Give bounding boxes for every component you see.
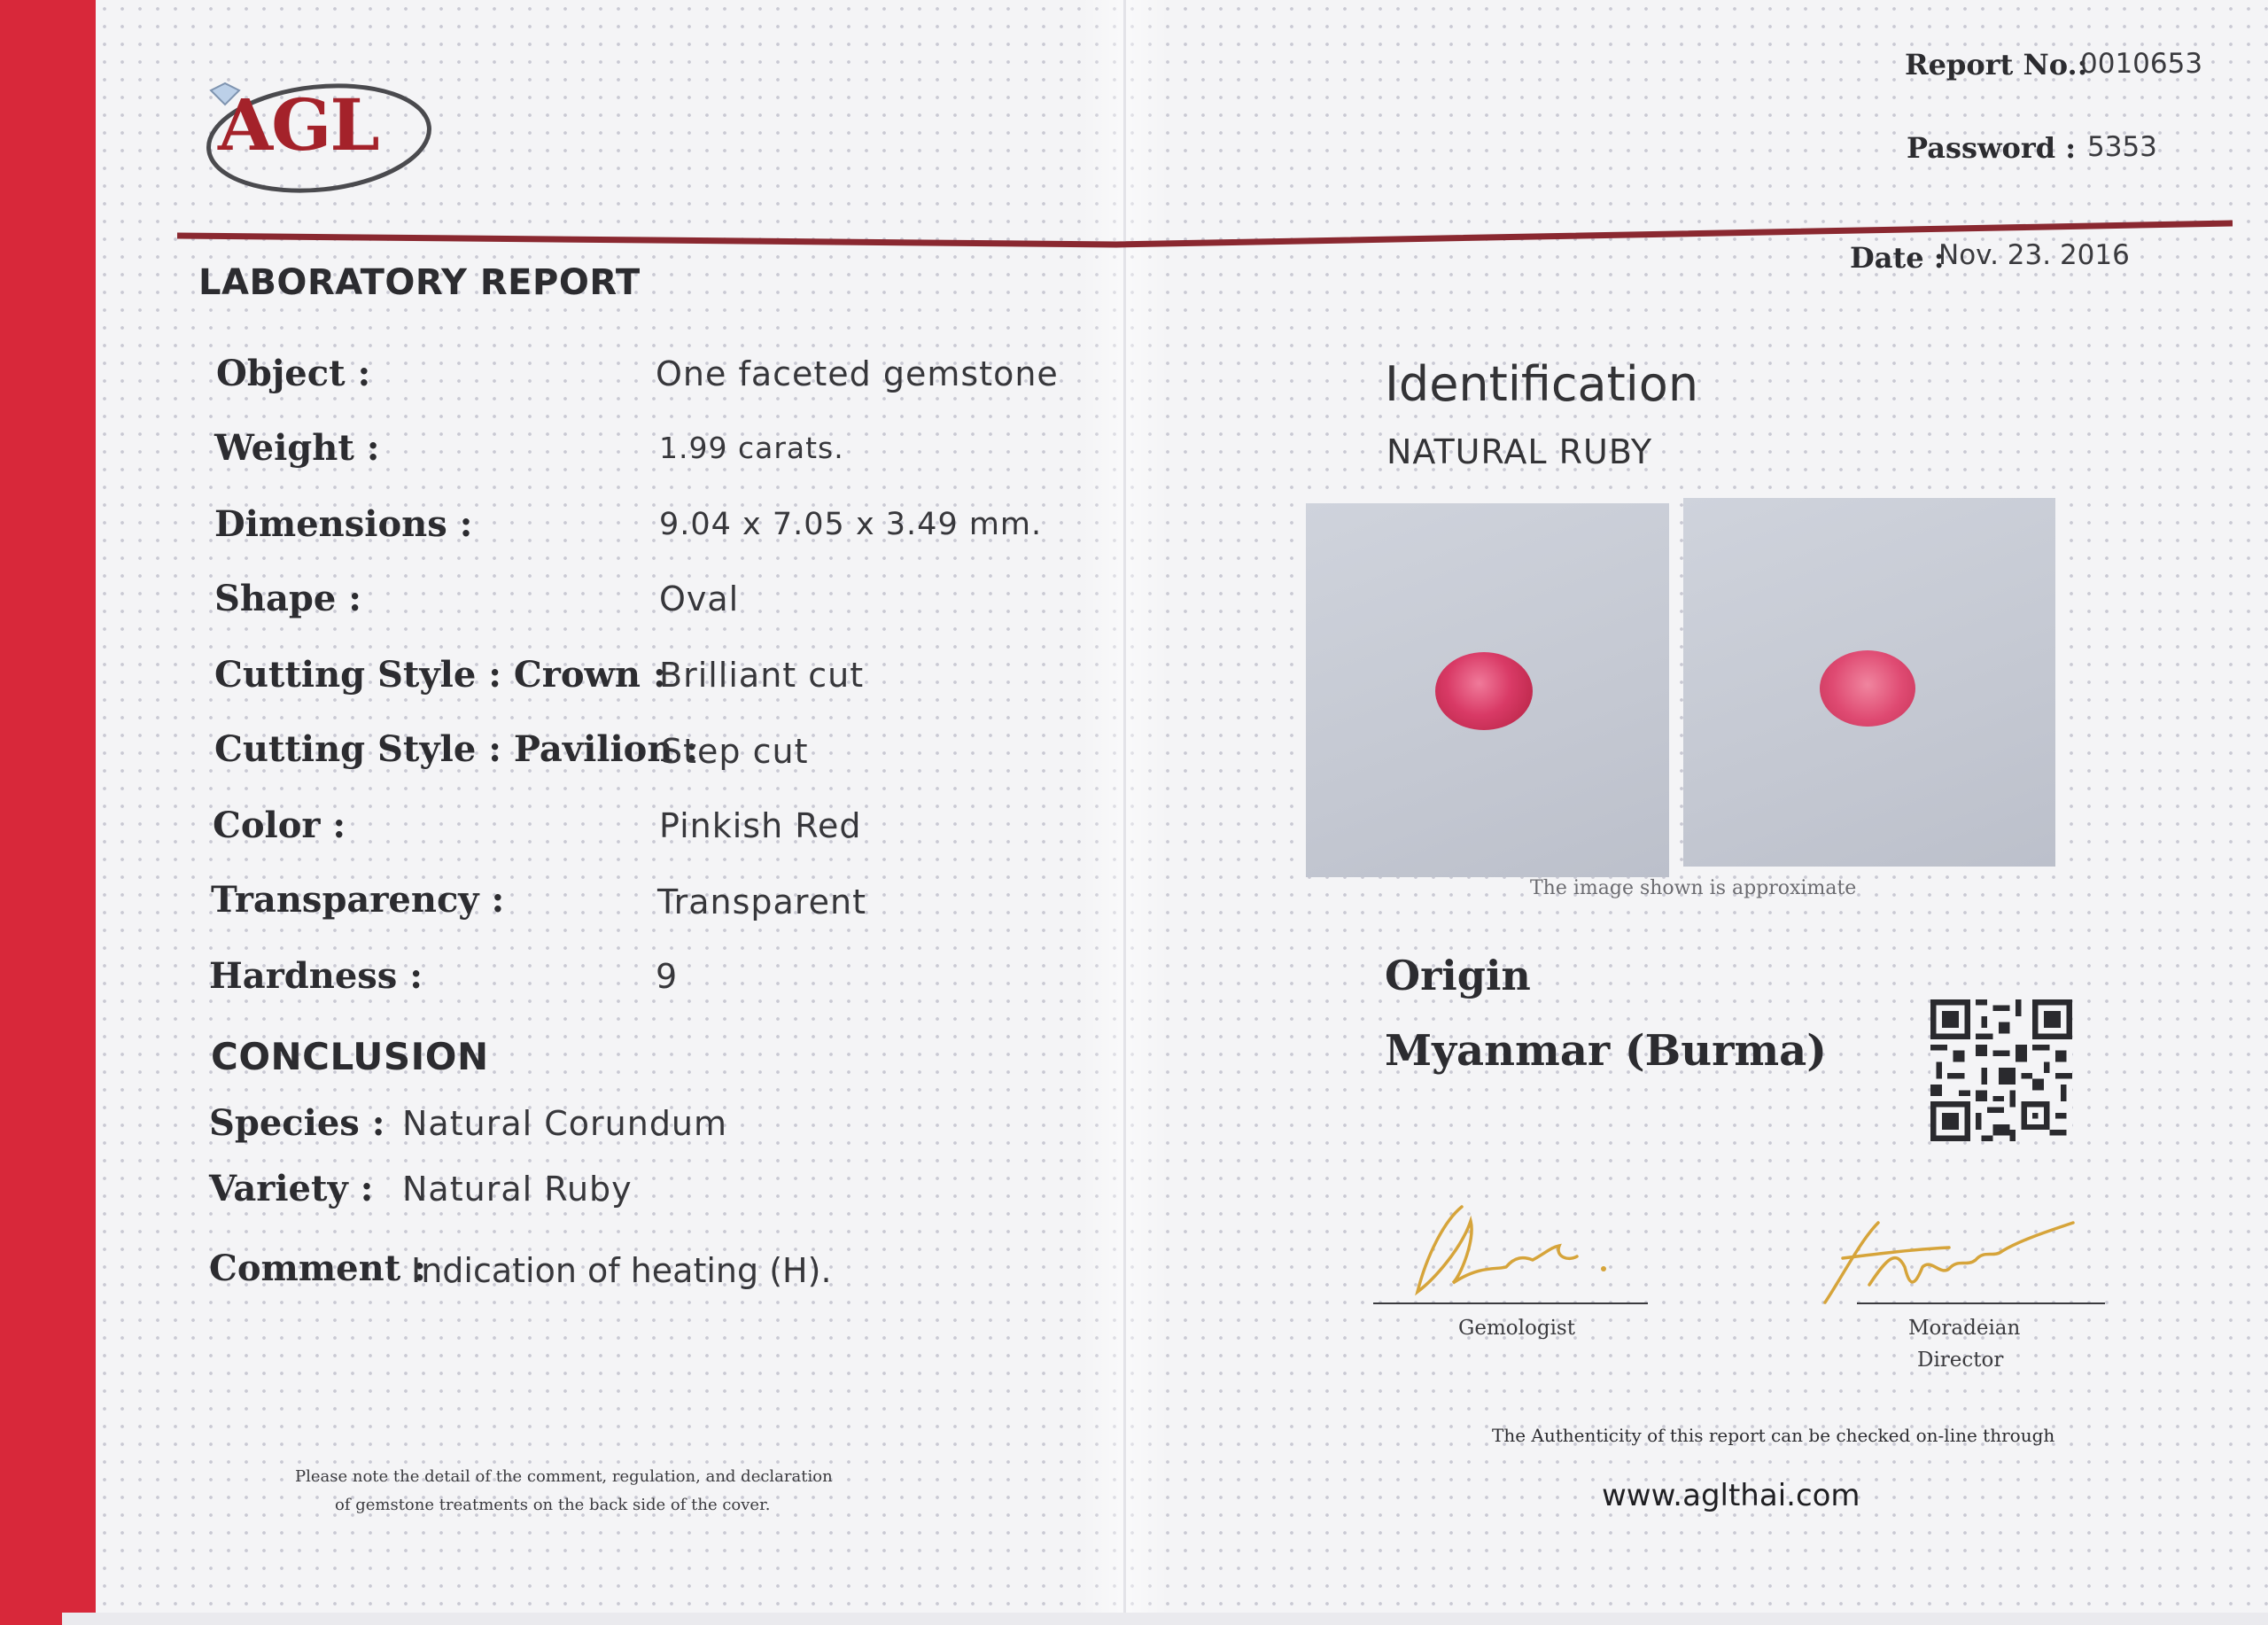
photo-caption: The image shown is approximate	[1530, 877, 1857, 899]
hardness-value: 9	[656, 957, 679, 996]
date-label: Date :	[1850, 241, 1945, 275]
conclusion-heading: CONCLUSION	[211, 1035, 489, 1078]
crown-value: Brilliant cut	[659, 656, 865, 695]
origin-heading: Origin	[1385, 952, 1531, 999]
password-value: 5353	[2087, 131, 2157, 163]
identification-result: NATURAL RUBY	[1386, 432, 1653, 471]
comment-label: Comment :	[209, 1248, 426, 1289]
red-cover-band	[0, 0, 96, 1625]
shape-label: Shape :	[214, 578, 361, 619]
gemologist-signature	[1400, 1194, 1612, 1310]
authenticity-note: The Authenticity of this report can be checked on-line through	[1492, 1425, 2055, 1446]
gemologist-title: Gemologist	[1458, 1317, 1575, 1340]
password-label: Password :	[1907, 131, 2077, 165]
director-name: Moradeian	[1908, 1317, 2021, 1340]
gem-photo-pavilion	[1683, 498, 2055, 867]
variety-label: Variety :	[209, 1168, 374, 1209]
identification-heading: Identification	[1385, 356, 1699, 412]
species-value: Natural Corundum	[402, 1104, 728, 1143]
variety-value: Natural Ruby	[402, 1170, 633, 1209]
color-value: Pinkish Red	[659, 806, 862, 845]
pavilion-value: Step cut	[661, 732, 809, 771]
transparency-value: Transparent	[657, 882, 866, 921]
report-number-label: Report No.:	[1905, 48, 2088, 82]
pavilion-label: Cutting Style : Pavilion :	[214, 728, 699, 770]
shape-value: Oval	[659, 579, 740, 618]
weight-value: 1.99 carats.	[659, 431, 844, 465]
qr-code[interactable]	[1928, 999, 2075, 1141]
hardness-label: Hardness :	[209, 955, 423, 997]
comment-value: Indication of heating (H).	[411, 1251, 832, 1290]
note-line-1: Please note the detail of the comment, regulation, and declaration	[295, 1467, 833, 1486]
logo-text: AGL	[218, 83, 378, 167]
sheet-bottom-edge	[62, 1613, 2268, 1625]
website-link[interactable]: www.aglthai.com	[1602, 1478, 1860, 1513]
date-value: Nov. 23. 2016	[1938, 239, 2130, 271]
dimensions-label: Dimensions :	[214, 503, 473, 545]
color-label: Color :	[213, 805, 346, 846]
transparency-label: Transparency :	[211, 879, 505, 921]
report-number: 0010653	[2080, 48, 2203, 80]
report-title: LABORATORY REPORT	[198, 262, 641, 303]
ruby-pavilion-image	[1820, 650, 1915, 727]
director-title: Director	[1917, 1349, 2004, 1372]
object-label: Object :	[216, 353, 371, 394]
species-label: Species :	[209, 1102, 385, 1144]
gemologist-signature-line	[1373, 1302, 1648, 1304]
agl-logo	[202, 78, 437, 198]
ruby-crown-image	[1435, 652, 1533, 730]
dimensions-value: 9.04 x 7.05 x 3.49 mm.	[659, 507, 1043, 542]
gem-photo-crown	[1306, 503, 1669, 877]
director-signature-line	[1857, 1302, 2105, 1304]
crown-label: Cutting Style : Crown :	[214, 654, 666, 696]
note-line-2: of gemstone treatments on the back side of the cover.	[335, 1496, 771, 1514]
weight-label: Weight :	[214, 427, 380, 469]
object-value: One faceted gemstone	[656, 354, 1059, 393]
origin-value: Myanmar (Burma)	[1385, 1026, 1827, 1076]
